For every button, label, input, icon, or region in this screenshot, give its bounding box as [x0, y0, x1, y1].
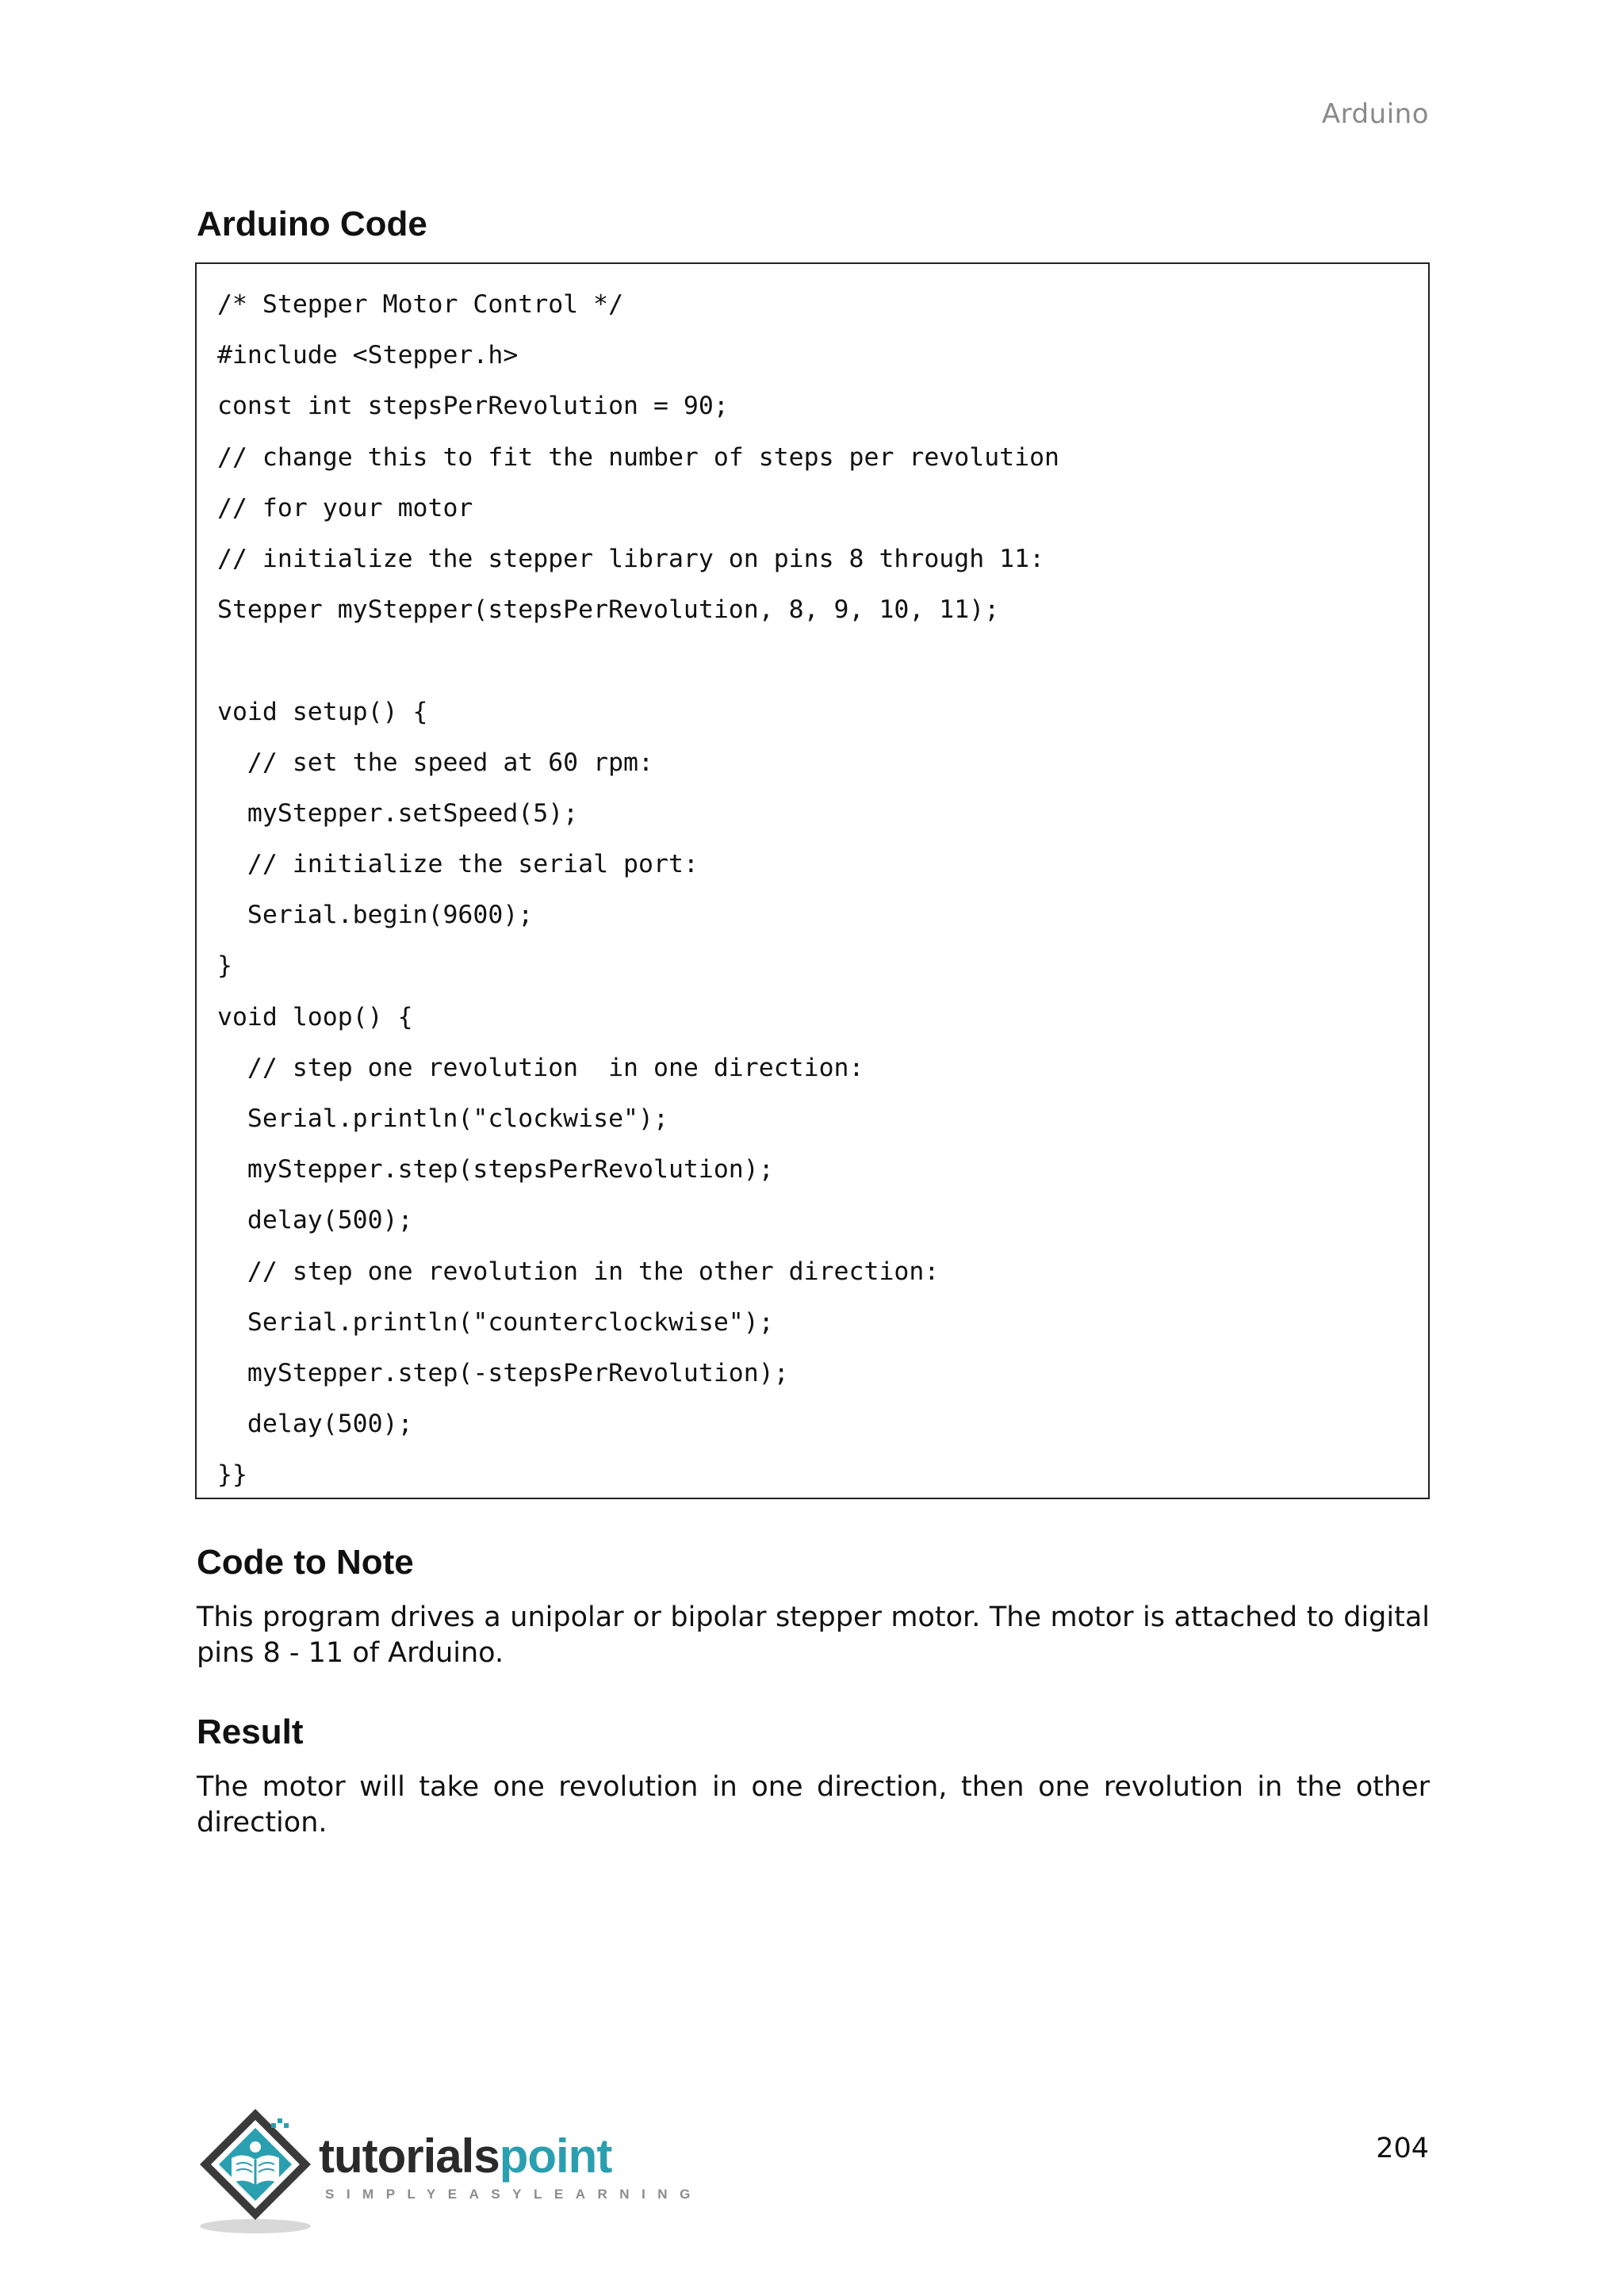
logo-wordmark: [319, 2130, 612, 2183]
code-line: void loop() {: [217, 1002, 413, 1031]
code-to-note-heading: Code to Note: [197, 1543, 414, 1582]
code-line: // initialize the stepper library on pins 8 through 11:: [217, 544, 1045, 573]
result-heading: Result: [197, 1712, 304, 1751]
code-to-note-paragraph: This program drives a unipolar or bipolar stepper motor. The motor is attached to digital pins 8 - 11 of Arduino.: [197, 1601, 1430, 1669]
code-line: delay(500);: [217, 1206, 413, 1235]
code-block: [195, 262, 1430, 1499]
code-line: }: [217, 951, 232, 981]
running-header: Arduino: [1321, 98, 1429, 130]
code-line: const int stepsPerRevolution = 90;: [217, 392, 729, 421]
code-line: // set the speed at 60 rpm:: [217, 748, 653, 777]
code-line: // step one revolution in one direction:: [217, 1053, 864, 1082]
logo-word-tutorials: tutorials: [319, 2130, 500, 2183]
code-line: delay(500);: [217, 1410, 413, 1439]
page-number: 204: [1376, 2133, 1429, 2164]
code-line: /* Stepper Motor Control */: [217, 290, 624, 319]
logo-word-point: point: [499, 2130, 612, 2183]
code-line: // for your motor: [217, 493, 473, 522]
arduino-code-heading: Arduino Code: [197, 205, 427, 243]
code-line: Serial.println("counterclockwise");: [217, 1307, 774, 1337]
code-line: }}: [217, 1460, 247, 1490]
code-line: void setup() {: [217, 697, 428, 726]
code-line: #include <Stepper.h>: [217, 341, 519, 370]
code-line: myStepper.step(-stepsPerRevolution);: [217, 1358, 789, 1387]
logo-tagline: SIMPLYEASYLEARNING: [325, 2187, 703, 2202]
code-line: myStepper.step(stepsPerRevolution);: [217, 1155, 774, 1184]
code-line: Stepper myStepper(stepsPerRevolution, 8, 9, 10, 11);: [217, 595, 1000, 625]
diamond-book-icon: [190, 2101, 325, 2236]
code-line: myStepper.setSpeed(5);: [217, 798, 579, 828]
result-paragraph: The motor will take one revolution in one direction, then one revolution in the other direction.: [197, 1771, 1430, 1839]
code-line: // change this to fit the number of steps per revolution: [217, 442, 1060, 472]
code-line-blank: [217, 635, 1428, 686]
code-line: Serial.begin(9600);: [217, 901, 534, 930]
tutorialspoint-logo: [190, 2101, 703, 2236]
code-line: // initialize the serial port:: [217, 850, 699, 879]
code-line: // step one revolution in the other direction:: [217, 1257, 940, 1286]
code-line: Serial.println("clockwise");: [217, 1104, 668, 1133]
